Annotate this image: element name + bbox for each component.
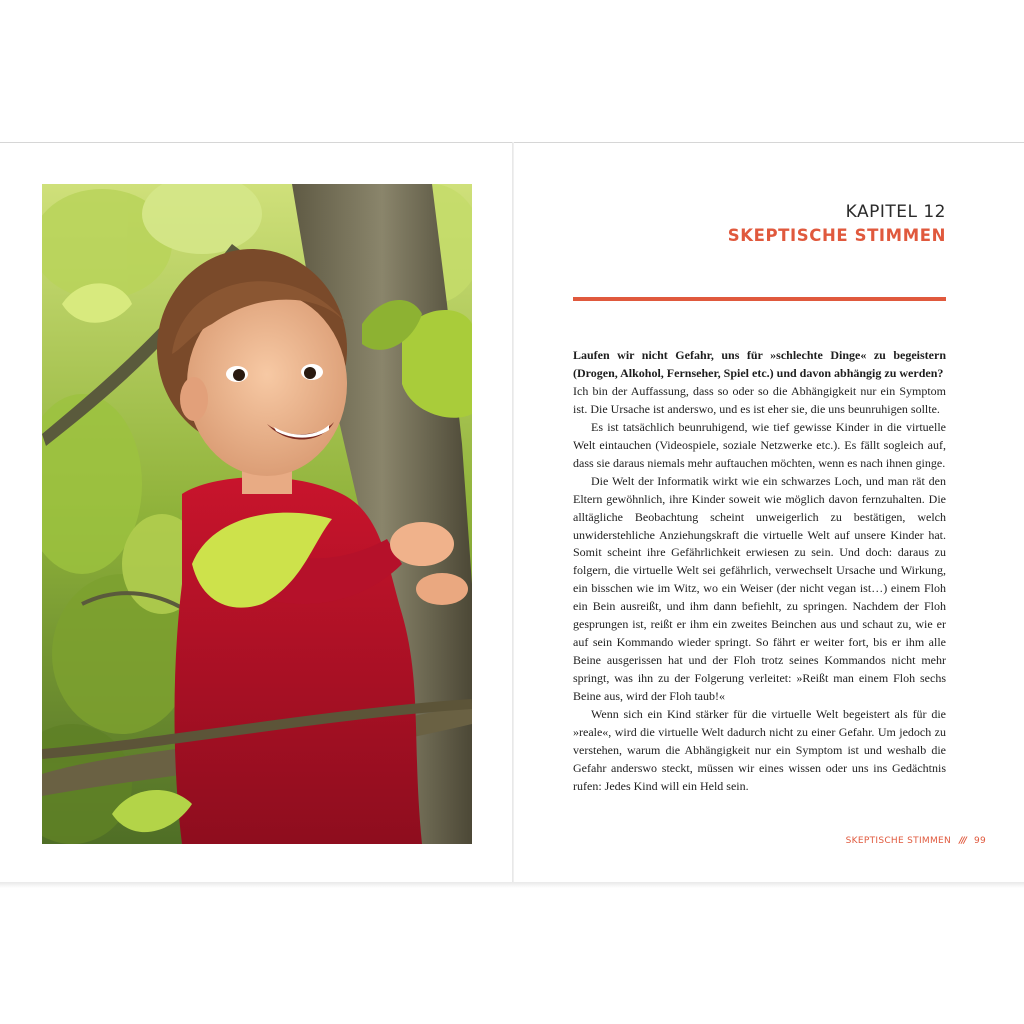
photo-illustration bbox=[42, 184, 472, 844]
lead-question: Laufen wir nicht Gefahr, uns für »schlechte Dinge« zu begeistern (Drogen, Alkohol, Fernseher, Spiel etc.) und davon abhängig zu werden? bbox=[573, 348, 946, 380]
page-shadow bbox=[0, 882, 1024, 888]
child-in-tree-photo bbox=[42, 184, 472, 844]
footer-separator: /// bbox=[959, 836, 966, 846]
chapter-rule bbox=[573, 297, 946, 301]
paragraph-2: Es ist tatsächlich beunruhigend, wie tief gewisse Kinder in die virtuelle Welt eintauchen (Videospiele, soziale Netzwerke etc.). Es fällt sogleich auf, dass sie daraus niemals mehr auftauchen möchten, wenn es nach ihnen ginge. bbox=[573, 419, 946, 470]
paragraph-3: Die Welt der Informatik wirkt wie ein schwarzes Loch, und man rät den Eltern gewöhnlich, ihre Kinder soweit wie möglich davon fernzuhalten. Die alltägliche Beobachtung scheint unweigerlich zu bestätigen, welch unwiderstehliche Anziehungskraft die virtuelle Welt auf unsere Kinder hat. Somit scheint ihre Gefährlichkeit erwiesen zu sein. Und doch: daraus zu folgern, die virtuelle Welt sei gefährlich, verwechselt Ursache und Wirkung, ein bisschen wie im Witz, wo ein Weiser (der nicht vegan ist…) einem Floh ein Bein ausreißt, und ihm dann befiehlt, zu springen. Nachdem der Floh gesprungen ist, reißt er ihm ein zweites Beinchen aus und schaut zu, wie er auf sein Kommando wieder springt. So fährt er weiter fort, bis er ihm alle Beine ausgerissen hat und der Floh trotz seines Kommandos nicht mehr springt, was ihn zu der Folgerung verleitet: »Reißt man einem Floh sechs Beine aus, wird der Floh taub!« bbox=[573, 473, 946, 704]
page-number: 99 bbox=[973, 836, 986, 846]
lead-paragraph bbox=[573, 347, 946, 383]
chapter-number: KAPITEL 12 bbox=[845, 202, 946, 222]
body-text bbox=[573, 347, 946, 796]
running-head: SKEPTISCHE STIMMEN bbox=[845, 836, 952, 846]
paragraph-4: Wenn sich ein Kind stärker für die virtuelle Welt begeistert als für die »reale«, wird die virtuelle Welt dadurch nicht zu einer Gefahr. Um jedoch zu verstehen, warum die Abhängigkeit nur ein Symptom ist und weshalb die Gefahr anderswo steckt, müssen wir eines wissen oder uns ins Gedächtnis rufen: Jedes Kind will ein Held sein. bbox=[573, 707, 946, 793]
paragraph-1: Ich bin der Auffassung, dass so oder so die Abhängigkeit nur ein Symptom ist. Die Ursache ist anderswo, und es ist eher sie, die uns beunruhigen sollte. bbox=[573, 383, 946, 416]
page-footer bbox=[846, 836, 986, 846]
chapter-title: SKEPTISCHE STIMMEN bbox=[727, 226, 946, 245]
book-gutter bbox=[512, 142, 514, 882]
